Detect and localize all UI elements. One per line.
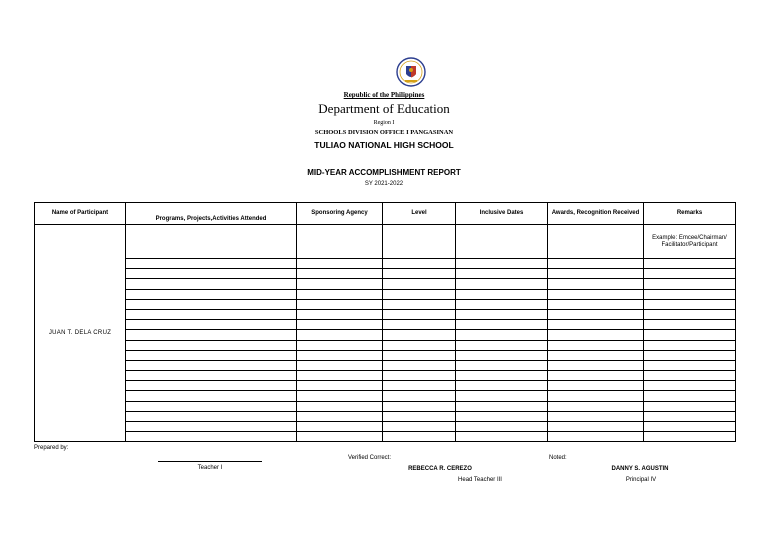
table-cell[interactable] — [548, 381, 644, 391]
table-cell[interactable] — [644, 259, 736, 269]
table-cell[interactable] — [297, 225, 383, 259]
table-cell[interactable] — [548, 320, 644, 330]
table-cell[interactable] — [383, 340, 456, 350]
table-cell[interactable] — [383, 269, 456, 279]
table-cell[interactable] — [644, 350, 736, 360]
verifier-name: REBECCA R. CEREZO — [408, 466, 472, 472]
table-cell[interactable] — [456, 340, 548, 350]
table-cell[interactable] — [126, 401, 297, 411]
table-cell[interactable] — [126, 225, 297, 259]
table-cell[interactable] — [297, 371, 383, 381]
table-cell[interactable] — [644, 289, 736, 299]
table-cell[interactable] — [644, 320, 736, 330]
deped-seal-logo — [396, 56, 426, 88]
table-cell[interactable] — [548, 289, 644, 299]
table-cell[interactable] — [297, 259, 383, 269]
table-cell[interactable] — [126, 360, 297, 370]
verifier-title: Head Teacher III — [458, 477, 502, 483]
table-cell[interactable] — [456, 360, 548, 370]
table-cell[interactable] — [548, 391, 644, 401]
table-header-row — [35, 203, 736, 225]
table-cell[interactable] — [456, 381, 548, 391]
table-cell[interactable] — [456, 299, 548, 309]
table-cell[interactable] — [383, 381, 456, 391]
table-cell[interactable] — [548, 279, 644, 289]
table-cell[interactable] — [644, 401, 736, 411]
table-cell[interactable] — [644, 269, 736, 279]
division-text: SCHOOLS DIVISION OFFICE I PANGASINAN — [314, 129, 454, 136]
prepared-by-label: Prepared by: — [34, 445, 69, 451]
table-cell[interactable] — [456, 279, 548, 289]
table-cell[interactable] — [644, 279, 736, 289]
table-cell[interactable] — [548, 350, 644, 360]
table-cell[interactable] — [548, 411, 644, 421]
table-cell[interactable] — [548, 309, 644, 319]
table-row — [35, 411, 736, 421]
noter-title: Principal IV — [625, 477, 657, 483]
table-cell[interactable] — [383, 360, 456, 370]
table-cell[interactable] — [456, 422, 548, 432]
table-cell[interactable] — [644, 422, 736, 432]
table-cell[interactable] — [297, 299, 383, 309]
table-cell[interactable] — [383, 225, 456, 259]
table-cell[interactable] — [548, 299, 644, 309]
table-cell[interactable] — [383, 279, 456, 289]
table-cell[interactable] — [297, 340, 383, 350]
table-cell[interactable] — [644, 371, 736, 381]
table-cell[interactable] — [456, 411, 548, 421]
table-cell[interactable] — [126, 320, 297, 330]
table-cell[interactable] — [383, 411, 456, 421]
table-cell[interactable] — [644, 330, 736, 340]
table-row — [35, 225, 736, 259]
table-cell[interactable] — [383, 309, 456, 319]
table-cell[interactable] — [297, 391, 383, 401]
table-cell[interactable] — [126, 391, 297, 401]
table-cell[interactable] — [383, 401, 456, 411]
table-cell[interactable] — [297, 289, 383, 299]
table-cell[interactable] — [126, 299, 297, 309]
table-cell[interactable] — [456, 432, 548, 442]
table-row — [35, 340, 736, 350]
table-cell[interactable] — [126, 340, 297, 350]
accomplishment-table — [34, 202, 736, 442]
table-cell[interactable] — [126, 350, 297, 360]
department-title: Department of Education — [318, 101, 450, 116]
table-cell[interactable] — [297, 279, 383, 289]
col-header-level: Level — [383, 203, 456, 225]
table-cell[interactable] — [383, 350, 456, 360]
table-row — [35, 391, 736, 401]
remarks-example: Example: Emcee/Chairman/ Facilitator/Participant — [644, 225, 736, 259]
col-header-dates: Inclusive Dates — [456, 203, 548, 225]
table-cell[interactable] — [383, 391, 456, 401]
table-row — [35, 320, 736, 330]
table-cell[interactable] — [383, 422, 456, 432]
table-cell[interactable] — [644, 411, 736, 421]
table-row — [35, 360, 736, 370]
table-cell[interactable] — [297, 350, 383, 360]
col-header-awards: Awards, Recognition Received — [548, 203, 644, 225]
table-row — [35, 330, 736, 340]
col-header-agency: Sponsoring Agency — [297, 203, 383, 225]
table-cell[interactable] — [126, 411, 297, 421]
table-cell[interactable] — [297, 309, 383, 319]
table-cell[interactable] — [456, 225, 548, 259]
preparer-title: Teacher I — [197, 465, 223, 471]
table-cell[interactable] — [297, 381, 383, 391]
school-name: TULIAO NATIONAL HIGH SCHOOL — [314, 140, 454, 150]
table-row — [35, 279, 736, 289]
table-cell[interactable] — [548, 225, 644, 259]
table-cell[interactable] — [297, 422, 383, 432]
republic-text: Republic of the Philippines — [343, 91, 425, 99]
table-cell[interactable] — [297, 401, 383, 411]
table-cell[interactable] — [126, 259, 297, 269]
table-cell[interactable] — [456, 350, 548, 360]
table-cell[interactable] — [297, 360, 383, 370]
table-cell[interactable] — [548, 330, 644, 340]
col-header-remarks: Remarks — [644, 203, 736, 225]
table-row — [35, 299, 736, 309]
table-row — [35, 350, 736, 360]
table-cell[interactable] — [383, 299, 456, 309]
table-cell[interactable] — [297, 269, 383, 279]
table-cell[interactable] — [383, 320, 456, 330]
table-row — [35, 289, 736, 299]
table-cell[interactable] — [126, 309, 297, 319]
col-header-programs: Programs, Projects,Activities Attended — [126, 203, 297, 225]
table-cell[interactable] — [383, 259, 456, 269]
table-cell[interactable] — [297, 411, 383, 421]
table-cell[interactable] — [383, 330, 456, 340]
table-cell[interactable] — [297, 320, 383, 330]
table-cell[interactable] — [548, 269, 644, 279]
school-year: SY 2021-2022 — [364, 181, 404, 187]
table-cell[interactable] — [126, 269, 297, 279]
verified-label: Verified Correct: — [348, 455, 392, 461]
table-cell[interactable] — [548, 422, 644, 432]
table-cell[interactable] — [644, 381, 736, 391]
table-cell[interactable] — [456, 330, 548, 340]
table-cell[interactable] — [456, 259, 548, 269]
table-cell[interactable] — [644, 360, 736, 370]
table-cell[interactable] — [297, 432, 383, 442]
table-cell[interactable] — [126, 371, 297, 381]
noter-name: DANNY S. AGUSTIN — [611, 466, 669, 472]
table-cell[interactable] — [126, 289, 297, 299]
table-cell[interactable] — [548, 360, 644, 370]
table-cell[interactable] — [456, 320, 548, 330]
table-cell[interactable] — [644, 432, 736, 442]
table-cell[interactable] — [456, 289, 548, 299]
report-title: MID-YEAR ACCOMPLISHMENT REPORT — [307, 168, 461, 177]
table-cell[interactable] — [297, 330, 383, 340]
table-cell[interactable] — [126, 422, 297, 432]
table-cell[interactable] — [644, 391, 736, 401]
col-header-participant: Name of Participant — [35, 203, 126, 225]
signature-line — [158, 461, 262, 462]
table-cell[interactable] — [456, 371, 548, 381]
table-cell[interactable] — [548, 340, 644, 350]
table-cell[interactable] — [456, 269, 548, 279]
table-cell[interactable] — [644, 299, 736, 309]
table-cell[interactable] — [548, 432, 644, 442]
region-text: Region I — [373, 120, 395, 126]
table-row — [35, 401, 736, 411]
table-row — [35, 432, 736, 442]
table-row — [35, 422, 736, 432]
table-cell[interactable] — [456, 391, 548, 401]
participant-name: JUAN T. DELA CRUZ — [35, 225, 126, 442]
table-cell[interactable] — [126, 279, 297, 289]
table-cell[interactable] — [383, 371, 456, 381]
table-cell[interactable] — [126, 432, 297, 442]
table-cell[interactable] — [126, 381, 297, 391]
table-row — [35, 259, 736, 269]
table-cell[interactable] — [644, 340, 736, 350]
table-cell[interactable] — [644, 309, 736, 319]
table-cell[interactable] — [456, 401, 548, 411]
table-row — [35, 269, 736, 279]
table-cell[interactable] — [126, 330, 297, 340]
noted-label: Noted: — [549, 455, 567, 461]
table-row — [35, 371, 736, 381]
table-cell[interactable] — [383, 289, 456, 299]
table-cell[interactable] — [383, 432, 456, 442]
table-row — [35, 309, 736, 319]
table-cell[interactable] — [548, 401, 644, 411]
table-cell[interactable] — [456, 309, 548, 319]
table-cell[interactable] — [548, 371, 644, 381]
table-cell[interactable] — [548, 259, 644, 269]
table-row — [35, 381, 736, 391]
